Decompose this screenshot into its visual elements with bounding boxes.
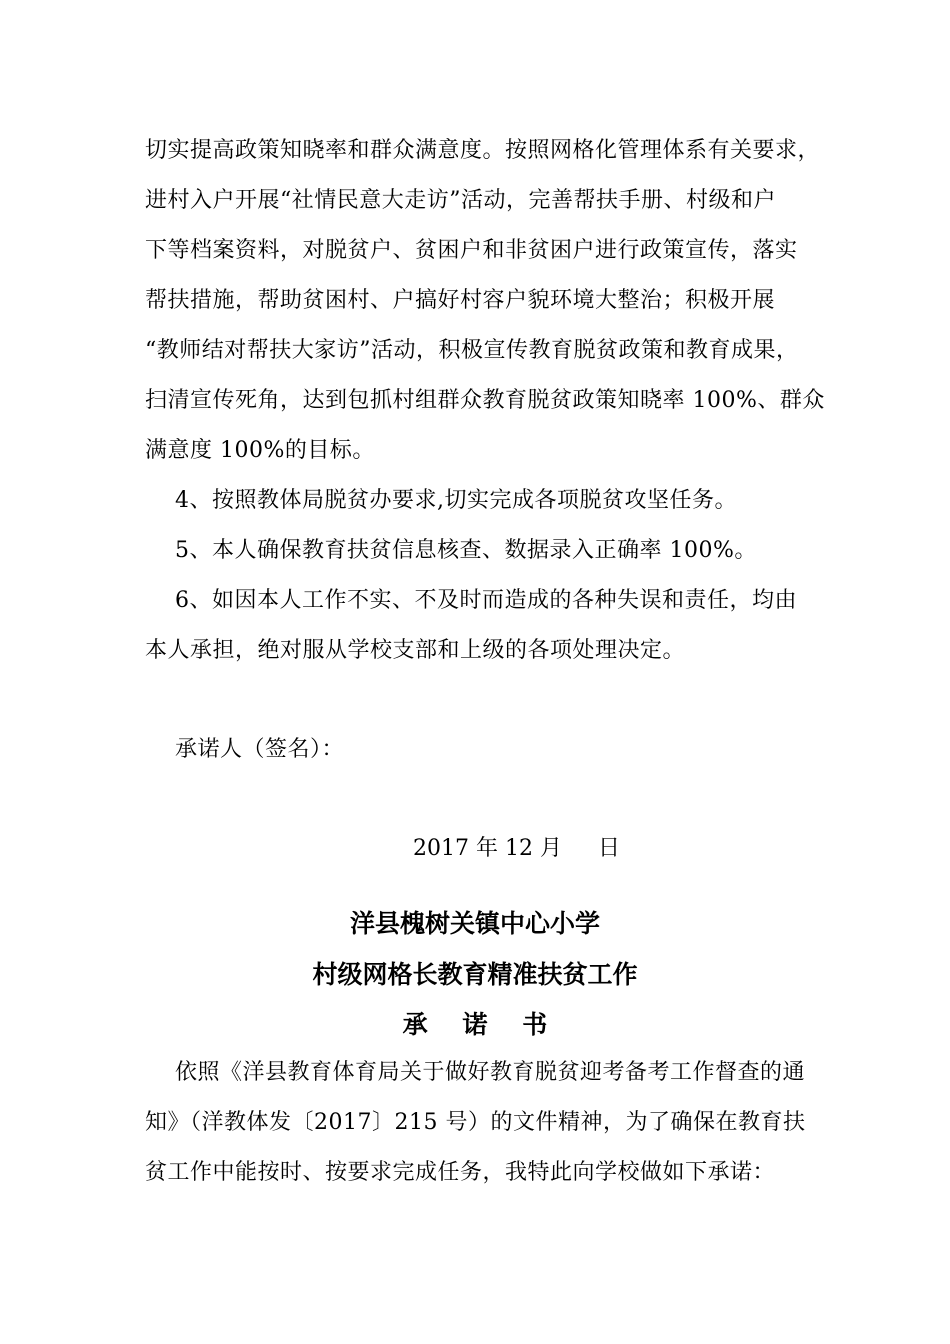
date-text: 2017 年 12 月 (413, 836, 562, 861)
commitment-item-5: 5、本人确保教育扶贫信息核查、数据录入正确率 100%。 (175, 538, 757, 563)
intro-line: 贫工作中能按时、按要求完成任务，我特此向学校做如下承诺： (145, 1160, 776, 1185)
paragraph-line: 进村入户开展“社情民意大走访”活动，完善帮扶手册、村级和户 (145, 188, 776, 213)
signature-label: 承诺人（签名）： (175, 737, 345, 762)
paragraph-line: 切实提高政策知晓率和群众满意度。按照网格化管理体系有关要求， (145, 138, 821, 163)
commitment-item-6-cont: 本人承担，绝对服从学校支部和上级的各项处理决定。 (145, 638, 686, 663)
paragraph-line: 帮扶措施，帮助贫困村、户搞好村容户貌环境大整治；积极开展 (145, 288, 776, 313)
intro-line: 知》（洋教体发〔2017〕215 号）的文件精神，为了确保在教育扶 (145, 1110, 806, 1135)
paragraph-line: 扫清宣传死角，达到包抓村组群众教育脱贫政策知晓率 100%、群众 (145, 388, 825, 413)
intro-line: 依照《洋县教育体育局关于做好教育脱贫迎考备考工作督查的通 (175, 1060, 806, 1085)
commitment-item-6: 6、如因本人工作不实、不及时而造成的各种失误和责任，均由 (175, 588, 797, 613)
paragraph-line: 满意度 100%的目标。 (145, 438, 375, 463)
commitment-item-4: 4、按照教体局脱贫办要求,切实完成各项脱贫攻坚任务。 (175, 488, 737, 513)
date-day: 日 (598, 836, 621, 861)
work-title: 村级网格长教育精准扶贫工作 (312, 960, 638, 989)
paragraph-line: 下等档案资料，对脱贫户、贫困户和非贫困户进行政策宣传，落实 (145, 238, 798, 263)
school-title: 洋县槐树关镇中心小学 (349, 909, 600, 938)
paragraph-line: “教师结对帮扶大家访”活动，积极宣传教育脱贫政策和教育成果， (145, 338, 799, 363)
document-title: 承 诺 书 (402, 1010, 548, 1039)
